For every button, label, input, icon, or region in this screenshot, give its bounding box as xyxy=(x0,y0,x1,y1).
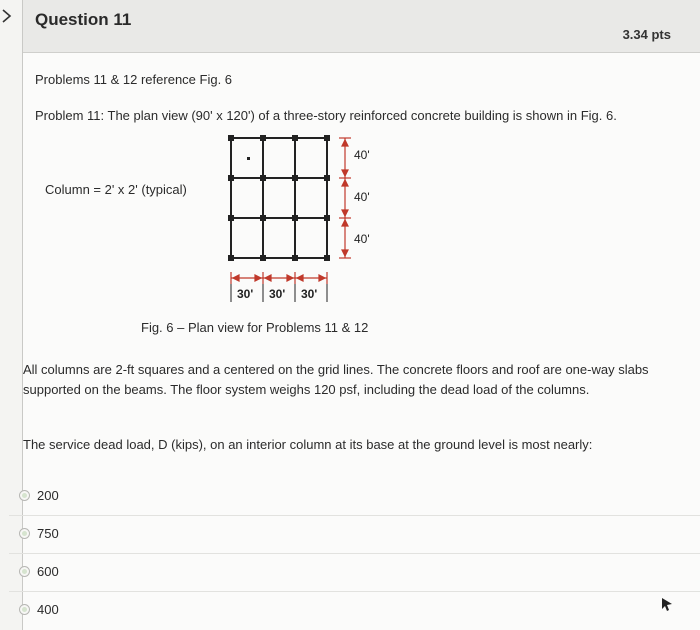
column-label: Column = 2' x 2' (typical) xyxy=(45,182,187,197)
problem-description: All columns are 2-ft squares and a centered on the grid lines. The concrete floors and roof are one-way slabs supported on the beams. The floor system weighs 120 psf, including the dead load of the columns. xyxy=(23,362,649,397)
dim-horizontal-label: 30' xyxy=(301,287,318,301)
column-marker xyxy=(324,135,330,141)
column-marker xyxy=(324,175,330,181)
reference-text: Problems 11 & 12 reference Fig. 6 xyxy=(35,72,233,87)
plan-grid xyxy=(231,138,327,258)
dim-horizontal-label: 30' xyxy=(269,287,286,301)
answer-label: 200 xyxy=(37,488,59,503)
column-marker xyxy=(228,175,234,181)
column-marker xyxy=(228,255,234,261)
dim-vertical-label: 40' xyxy=(354,148,370,162)
vertical-dimension xyxy=(339,138,351,258)
column-marker xyxy=(292,175,298,181)
column-marker xyxy=(292,215,298,221)
answer-label: 400 xyxy=(37,602,59,617)
column-marker xyxy=(228,135,234,141)
radio-button[interactable] xyxy=(19,528,30,539)
dim-horizontal-label: 30' xyxy=(237,287,254,301)
question-header xyxy=(23,0,700,53)
dim-vertical-label: 40' xyxy=(354,232,370,246)
column-marker xyxy=(247,157,250,160)
plan-view-figure xyxy=(223,130,453,310)
question-points: 3.34 pts xyxy=(622,27,671,42)
figure-caption: Fig. 6 – Plan view for Problems 11 & 12 xyxy=(141,320,369,335)
question-prompt: The service dead load, D (kips), on an interior column at its base at the ground level is most nearly: xyxy=(23,437,593,452)
column-marker xyxy=(260,255,266,261)
radio-button[interactable] xyxy=(19,604,30,615)
question-card xyxy=(22,0,700,630)
answer-option[interactable] xyxy=(9,478,700,515)
column-marker xyxy=(324,215,330,221)
column-marker xyxy=(324,255,330,261)
column-marker xyxy=(260,175,266,181)
radio-button[interactable] xyxy=(19,566,30,577)
column-marker xyxy=(292,255,298,261)
radio-button[interactable] xyxy=(19,490,30,501)
answer-list xyxy=(9,478,700,629)
answer-option[interactable] xyxy=(9,515,700,553)
column-marker xyxy=(260,215,266,221)
mouse-cursor-icon xyxy=(660,596,674,612)
answer-option[interactable] xyxy=(9,591,700,629)
question-title: Question 11 xyxy=(35,10,132,29)
answer-option[interactable] xyxy=(9,553,700,591)
column-marker xyxy=(292,135,298,141)
answer-label: 600 xyxy=(37,564,59,579)
answer-label: 750 xyxy=(37,526,59,541)
horizontal-dimension xyxy=(231,272,327,284)
problem-statement: Problem 11: The plan view (90' x 120') of a three-story reinforced concrete building is shown in Fig. 6. xyxy=(35,108,617,123)
collapse-chevron-icon[interactable] xyxy=(0,8,14,24)
column-marker xyxy=(228,215,234,221)
dim-vertical-label: 40' xyxy=(354,190,370,204)
column-marker xyxy=(260,135,266,141)
